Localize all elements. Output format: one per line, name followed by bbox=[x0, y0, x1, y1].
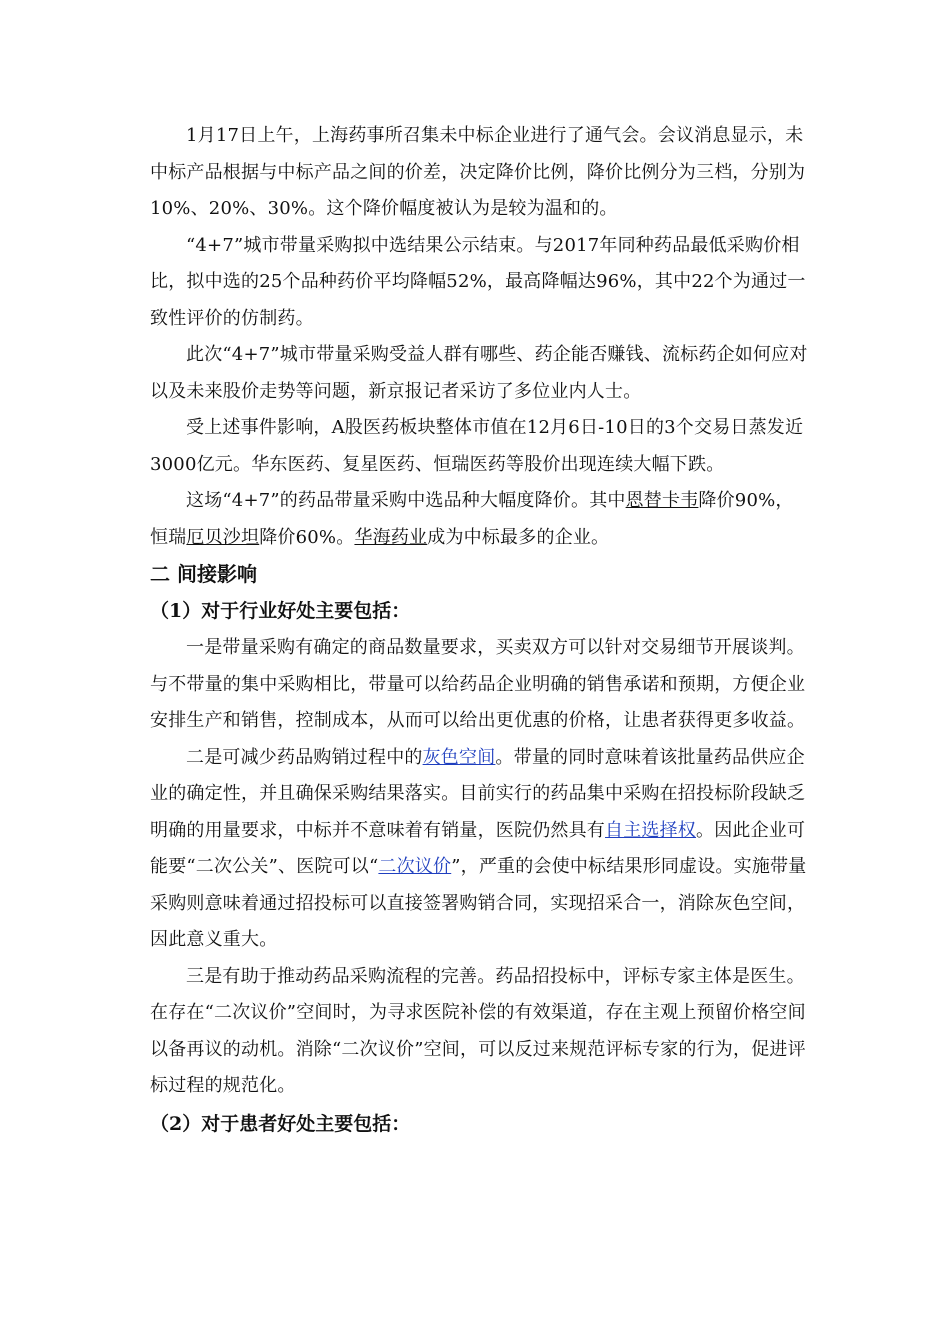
text-segment: 降价90%，恒瑞 bbox=[150, 490, 794, 548]
subsection-heading-industry: （1）对于行业好处主要包括： bbox=[150, 600, 411, 622]
subsection-heading-patients: （2）对于患者好处主要包括： bbox=[150, 1112, 411, 1135]
paragraph-price-cut-meeting: 1月17日上午，上海药事所召集未中标企业进行了通气会。会议消息显示，未中标产品根据与中标产品之间的价差，决定降价比例，降价比例分为三档，分别为10%、20%、30%。这个降价幅度被认为是较为温和的。 bbox=[150, 125, 806, 219]
link-autonomous-choice[interactable]: 自主选择权 bbox=[605, 819, 696, 841]
text-segment: 成为中标最多的企业。 bbox=[427, 526, 610, 548]
text-segment: ”，严重的会使中标结果形同虚设。实施带量采购则意味着通过招投标可以直接签署购销合同，实现招采合一，消除灰色空间，因此意义重大。 bbox=[150, 856, 807, 950]
paragraph-benefit-one: 一是带量采购有确定的商品数量要求，买卖双方可以针对交易细节开展谈判。与不带量的集中采购相比，带量可以给药品企业明确的销售承诺和预期，方便企业安排生产和销售，控制成本，从而可以给出更优惠的价格，让患者获得更多收益。 bbox=[150, 637, 806, 731]
document-body bbox=[150, 118, 810, 1143]
link-second-bargaining[interactable]: 二次议价 bbox=[378, 856, 452, 877]
paragraph-benefit-two bbox=[150, 740, 810, 959]
underlined-term-irbesartan: 厄贝沙坦 bbox=[186, 526, 260, 548]
paragraph-benefit-three: 三是有助于推动药品采购流程的完善。药品招投标中，评标专家主体是医生。在存在“二次议价”空间时，为寻求医院补偿的有效渠道，存在主观上预留价格空间以备再议的动机。消除“二次议价”空间，可以反过来规范评标专家的行为，促进评标过程的规范化。 bbox=[150, 965, 806, 1096]
paragraph-4plus7-results: “4+7”城市带量采购拟中选结果公示结束。与2017年同种药品最低采购价相比，拟中选的25个品种药价平均降幅52%，最高降幅达96%，其中22个为通过一致性评价的仿制药。 bbox=[150, 234, 806, 329]
text-segment: 降价60%。 bbox=[259, 526, 355, 548]
text-segment: 。带量的同时意味着该批量药品供应企业的确定性，并且确保采购结果落实。目前实行的药品集中采购在招投标阶段缺乏明确的用量要求，中标并不意味着有销量，医院仍然具有 bbox=[150, 746, 806, 841]
section-heading: 二 间接影响 bbox=[150, 562, 257, 586]
paragraph-price-drop bbox=[150, 483, 810, 556]
text-segment: 二是可减少药品购销过程中的 bbox=[186, 746, 423, 768]
link-grey-space[interactable]: 灰色空间 bbox=[422, 746, 496, 768]
text-segment: 。因此企业可能要“二次公关”、医院可以“ bbox=[150, 819, 806, 877]
paragraph-interview: 此次“4+7”城市带量采购受益人群有哪些、药企能否赚钱、流标药企如何应对以及未来股价走势等问题，新京报记者采访了多位业内人士。 bbox=[150, 344, 808, 402]
paragraph-market-impact: 受上述事件影响，A股医药板块整体市值在12月6日-10日的3个交易日蒸发近3000亿元。华东医药、复星医药、恒瑞医药等股价出现连续大幅下跌。 bbox=[150, 417, 804, 475]
text-segment: 这场“4+7”的药品带量采购中选品种大幅度降价。其中 bbox=[186, 490, 626, 511]
underlined-term-huahai: 华海药业 bbox=[354, 526, 428, 548]
underlined-term-entecavir: 恩替卡韦 bbox=[625, 490, 699, 511]
